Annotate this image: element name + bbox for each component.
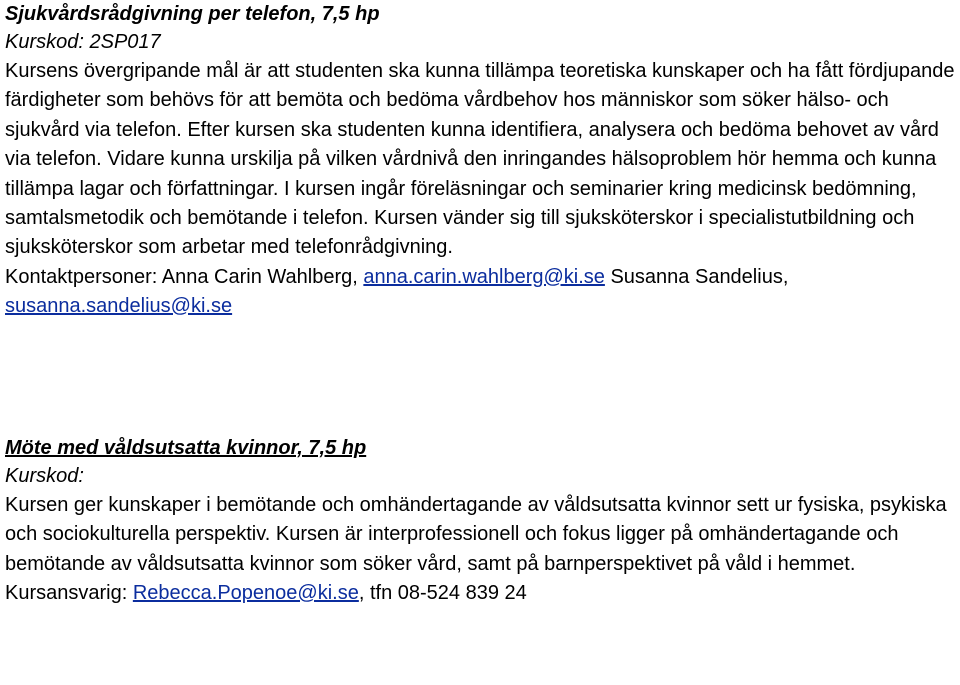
responsible-prefix: Kursansvarig: [5, 582, 133, 605]
course-description: Kursens övergripande mål är att studenten ska kunna tillämpa teoretiska kunskaper och ha fått fördjupande färdigheter som behövs för att bemöta och bedöma vårdbehov hos människor som söker hälso- och sjukvård via telefon. Efter kursen ska studenten kunna identifiera, analysera och bedöma behovet av vård via telefon. Vidare kunna urskilja på vilken vårdnivå den inringandes hälsoproblem hör hemma och kunna tillämpa lagar och författningar. I kursen ingår föreläsningar och seminarier kring medicinsk bedömning, samtalsmetodik och bemötande i telefon. Kursen vänder sig till sjuksköterskor i specialistutbildning och sjuksköterskor som arbetar med telefonrådgivning. [5, 60, 955, 259]
contacts-middle: Susanna Sandelius, [604, 265, 789, 288]
contact-email-link-wahlberg[interactable]: anna.carin.wahlberg@ki.se [363, 265, 605, 288]
section-spacer [5, 321, 955, 434]
contact-persons [5, 263, 955, 321]
course-code: Kurskod: 2SP017 [5, 31, 161, 53]
document-page [5, 0, 955, 608]
contact-email-link-sandelius[interactable]: susanna.sandelius@ki.se [5, 294, 233, 317]
course-code: Kurskod: [5, 464, 84, 487]
course-description: Kursen ger kunskaper i bemötande och omhändertagande av våldsutsatta kvinnor sett ur fysiska, psykiska och sociokulturella perspektiv. Kursen är interprofessionell och fokus ligger på omhändertagande och bemötande av våldsutsatta kvinnor som söker vård, samt på barnperspektivet på våld i hemmet. [5, 493, 947, 575]
course-section-violence [5, 434, 955, 608]
course-responsible [5, 579, 955, 608]
course-title: Möte med våldsutsatta kvinnor, 7,5 hp [5, 436, 367, 459]
contacts-prefix: Kontaktpersoner: Anna Carin Wahlberg, [5, 265, 364, 288]
responsible-phone: , tfn 08-524 839 24 [358, 582, 527, 605]
course-title: Sjukvårdsrådgivning per telefon, 7,5 hp [5, 3, 380, 25]
responsible-email-link[interactable]: Rebecca.Popenoe@ki.se [132, 582, 359, 605]
course-section-telephone-advice [5, 0, 955, 321]
